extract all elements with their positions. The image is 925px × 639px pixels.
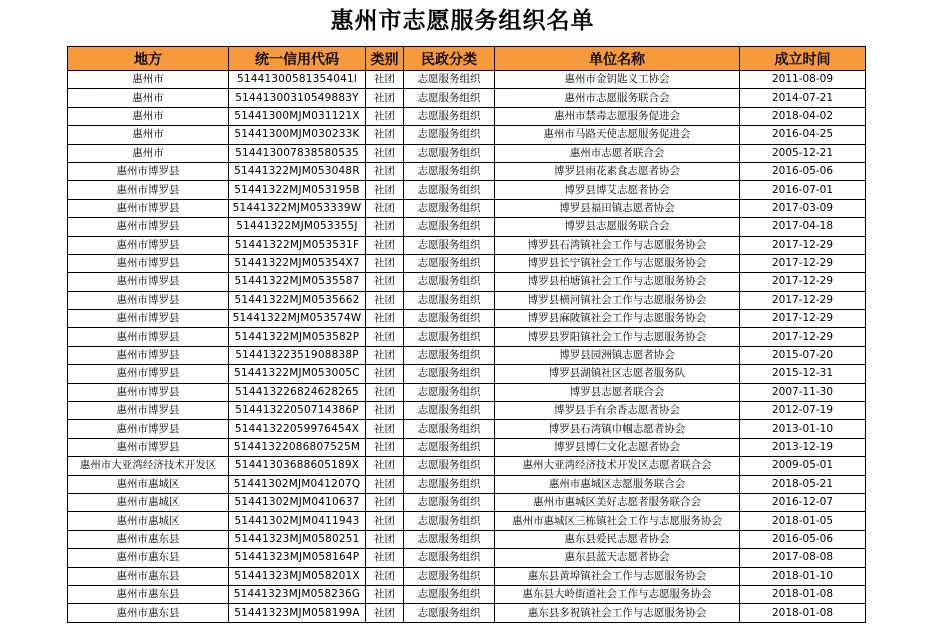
civil-class-cell: 志愿服务组织 xyxy=(404,254,495,272)
founded-date-cell: 2017-12-29 xyxy=(740,236,866,254)
civil-class-cell: 志愿服务组织 xyxy=(404,585,495,603)
org-name-cell: 博罗县博艾志愿者协会 xyxy=(495,181,740,199)
civil-class-cell: 志愿服务组织 xyxy=(404,402,495,420)
org-name-cell: 博罗县志愿服务联合会 xyxy=(495,218,740,236)
region-cell: 惠州市博罗县 xyxy=(68,438,229,456)
org-name-cell: 博罗县福田镇志愿者协会 xyxy=(495,199,740,217)
founded-date-cell: 2018-01-10 xyxy=(740,567,866,585)
table-row xyxy=(68,310,866,328)
credit-code-cell: 51441322MJM053339W xyxy=(229,199,366,217)
org-name-cell: 博罗县湖镇社区志愿者服务队 xyxy=(495,365,740,383)
region-cell: 惠州市 xyxy=(68,71,229,89)
civil-class-cell: 志愿服务组织 xyxy=(404,549,495,567)
civil-class-cell: 志愿服务组织 xyxy=(404,107,495,125)
founded-date-cell: 2017-12-29 xyxy=(740,254,866,272)
civil-class-cell: 志愿服务组织 xyxy=(404,365,495,383)
org-name-cell: 博罗县手有余香志愿者协会 xyxy=(495,402,740,420)
region-cell: 惠州市惠东县 xyxy=(68,604,229,622)
table-row xyxy=(68,89,866,107)
region-cell: 惠州市惠城区 xyxy=(68,512,229,530)
category-cell: 社团 xyxy=(366,218,404,236)
category-cell: 社团 xyxy=(366,475,404,493)
category-cell: 社团 xyxy=(366,199,404,217)
credit-code-cell: 51441322MJM053048R xyxy=(229,162,366,180)
region-cell: 惠州市大亚湾经济技术开发区 xyxy=(68,457,229,475)
credit-code-cell: 51441322050714386P xyxy=(229,402,366,420)
table-row xyxy=(68,475,866,493)
founded-date-header: 成立时间 xyxy=(740,47,866,71)
region-cell: 惠州市惠东县 xyxy=(68,585,229,603)
table-row xyxy=(68,107,866,125)
organization-table xyxy=(67,46,866,623)
credit-code-cell: 51441302MJM0411943 xyxy=(229,512,366,530)
category-cell: 社团 xyxy=(366,346,404,364)
region-cell: 惠州市博罗县 xyxy=(68,420,229,438)
category-cell: 社团 xyxy=(366,107,404,125)
civil-class-cell: 志愿服务组织 xyxy=(404,328,495,346)
org-name-cell: 惠东县爱民志愿者协会 xyxy=(495,530,740,548)
founded-date-cell: 2016-05-06 xyxy=(740,162,866,180)
founded-date-cell: 2017-12-29 xyxy=(740,291,866,309)
civil-class-cell: 志愿服务组织 xyxy=(404,604,495,622)
category-cell: 社团 xyxy=(366,273,404,291)
credit-code-cell: 51441300MJM030233K xyxy=(229,126,366,144)
table-row xyxy=(68,457,866,475)
credit-code-cell: 514413226824628265 xyxy=(229,383,366,401)
org-name-cell: 博罗县柏塘镇社会工作与志愿服务协会 xyxy=(495,273,740,291)
category-cell: 社团 xyxy=(366,71,404,89)
region-cell: 惠州市惠城区 xyxy=(68,493,229,511)
founded-date-cell: 2014-07-21 xyxy=(740,89,866,107)
founded-date-cell: 2016-04-25 xyxy=(740,126,866,144)
civil-class-cell: 志愿服务组织 xyxy=(404,181,495,199)
table-row xyxy=(68,530,866,548)
credit-code-cell: 51441323MJM0580251 xyxy=(229,530,366,548)
category-cell: 社团 xyxy=(366,365,404,383)
org-name-cell: 惠州市惠城区美好志愿者服务联合会 xyxy=(495,493,740,511)
region-cell: 惠州市惠东县 xyxy=(68,549,229,567)
table-row xyxy=(68,512,866,530)
civil-class-cell: 志愿服务组织 xyxy=(404,530,495,548)
org-name-cell: 惠州市金钥匙义工协会 xyxy=(495,71,740,89)
table-row xyxy=(68,549,866,567)
category-cell: 社团 xyxy=(366,549,404,567)
category-cell: 社团 xyxy=(366,162,404,180)
org-name-cell: 博罗县园洲镇志愿者协会 xyxy=(495,346,740,364)
founded-date-cell: 2017-04-18 xyxy=(740,218,866,236)
region-cell: 惠州市 xyxy=(68,144,229,162)
credit-code-cell: 51441323MJM058201X xyxy=(229,567,366,585)
org-name-cell: 博罗县石湾镇社会工作与志愿服务协会 xyxy=(495,236,740,254)
region-cell: 惠州市博罗县 xyxy=(68,365,229,383)
category-cell: 社团 xyxy=(366,291,404,309)
category-cell: 社团 xyxy=(366,89,404,107)
region-cell: 惠州市博罗县 xyxy=(68,310,229,328)
org-name-cell: 惠州市惠城区三栋镇社会工作与志愿服务协会 xyxy=(495,512,740,530)
table-row xyxy=(68,236,866,254)
category-cell: 社团 xyxy=(366,236,404,254)
founded-date-cell: 2015-12-31 xyxy=(740,365,866,383)
table-row xyxy=(68,493,866,511)
civil-class-cell: 志愿服务组织 xyxy=(404,310,495,328)
region-cell: 惠州市博罗县 xyxy=(68,162,229,180)
category-cell: 社团 xyxy=(366,530,404,548)
category-cell: 社团 xyxy=(366,457,404,475)
table-row xyxy=(68,254,866,272)
org-name-cell: 博罗县罗阳镇社会工作与志愿服务协会 xyxy=(495,328,740,346)
category-cell: 社团 xyxy=(366,493,404,511)
org-name-cell: 博罗县雨花素食志愿者协会 xyxy=(495,162,740,180)
credit-code-cell: 51441300MJM031121X xyxy=(229,107,366,125)
civil-class-cell: 志愿服务组织 xyxy=(404,438,495,456)
credit-code-cell: 51441322086807525M xyxy=(229,438,366,456)
table-row xyxy=(68,71,866,89)
credit-code-cell: 51441322MJM0535587 xyxy=(229,273,366,291)
region-cell: 惠州市博罗县 xyxy=(68,328,229,346)
founded-date-cell: 2018-04-02 xyxy=(740,107,866,125)
founded-date-cell: 2011-08-09 xyxy=(740,71,866,89)
region-cell: 惠州市博罗县 xyxy=(68,181,229,199)
table-row xyxy=(68,273,866,291)
credit-code-cell: 51441302MJM041207Q xyxy=(229,475,366,493)
org-name-cell: 博罗县横河镇社会工作与志愿服务协会 xyxy=(495,291,740,309)
org-name-cell: 博罗县长宁镇社会工作与志愿服务协会 xyxy=(495,254,740,272)
category-cell: 社团 xyxy=(366,310,404,328)
civil-class-cell: 志愿服务组织 xyxy=(404,236,495,254)
credit-code-cell: 51441322MJM05354X7 xyxy=(229,254,366,272)
category-cell: 社团 xyxy=(366,144,404,162)
civil-class-cell: 志愿服务组织 xyxy=(404,126,495,144)
org-name-cell: 惠州市志愿服务联合会 xyxy=(495,89,740,107)
credit-code-cell: 51441302MJM0410637 xyxy=(229,493,366,511)
org-name-cell: 惠州市惠城区志愿服务联合会 xyxy=(495,475,740,493)
org-name-cell: 惠州大亚湾经济技术开发区志愿者联合会 xyxy=(495,457,740,475)
org-name-cell: 博罗县志愿者联合会 xyxy=(495,383,740,401)
civil-class-cell: 志愿服务组织 xyxy=(404,346,495,364)
credit-code-cell: 51441303688605189X xyxy=(229,457,366,475)
credit-code-cell: 51441322351908838P xyxy=(229,346,366,364)
credit-code-cell: 51441322MJM053574W xyxy=(229,310,366,328)
category-cell: 社团 xyxy=(366,512,404,530)
table-header-row xyxy=(68,47,866,71)
region-cell: 惠州市博罗县 xyxy=(68,346,229,364)
founded-date-cell: 2018-05-21 xyxy=(740,475,866,493)
credit-code-cell: 51441322059976454X xyxy=(229,420,366,438)
category-header: 类别 xyxy=(366,47,404,71)
region-cell: 惠州市 xyxy=(68,89,229,107)
table-row xyxy=(68,126,866,144)
org-name-cell: 惠东县黄埠镇社会工作与志愿服务协会 xyxy=(495,567,740,585)
founded-date-cell: 2013-01-10 xyxy=(740,420,866,438)
credit-code-cell: 51441322MJM053531F xyxy=(229,236,366,254)
civil-class-cell: 志愿服务组织 xyxy=(404,71,495,89)
founded-date-cell: 2013-12-19 xyxy=(740,438,866,456)
civil-class-cell: 志愿服务组织 xyxy=(404,493,495,511)
founded-date-cell: 2005-12-21 xyxy=(740,144,866,162)
region-cell: 惠州市惠东县 xyxy=(68,530,229,548)
region-cell: 惠州市博罗县 xyxy=(68,199,229,217)
civil-class-cell: 志愿服务组织 xyxy=(404,218,495,236)
civil-class-cell: 志愿服务组织 xyxy=(404,420,495,438)
region-cell: 惠州市 xyxy=(68,126,229,144)
credit-code-cell: 51441300581354041l xyxy=(229,71,366,89)
region-cell: 惠州市博罗县 xyxy=(68,236,229,254)
category-cell: 社团 xyxy=(366,328,404,346)
region-cell: 惠州市惠城区 xyxy=(68,475,229,493)
table-row xyxy=(68,144,866,162)
founded-date-cell: 2018-01-08 xyxy=(740,585,866,603)
table-row xyxy=(68,402,866,420)
category-cell: 社团 xyxy=(366,585,404,603)
org-name-cell: 博罗县麻陂镇社会工作与志愿服务协会 xyxy=(495,310,740,328)
table-row xyxy=(68,346,866,364)
category-cell: 社团 xyxy=(366,181,404,199)
founded-date-cell: 2017-12-29 xyxy=(740,273,866,291)
category-cell: 社团 xyxy=(366,420,404,438)
table-row xyxy=(68,585,866,603)
table-row xyxy=(68,438,866,456)
table-row xyxy=(68,604,866,622)
org-name-cell: 惠州市志愿者联合会 xyxy=(495,144,740,162)
civil-class-cell: 志愿服务组织 xyxy=(404,89,495,107)
table-row xyxy=(68,291,866,309)
founded-date-cell: 2015-07-20 xyxy=(740,346,866,364)
region-cell: 惠州市 xyxy=(68,107,229,125)
founded-date-cell: 2016-07-01 xyxy=(740,181,866,199)
civil-class-cell: 志愿服务组织 xyxy=(404,475,495,493)
founded-date-cell: 2017-03-09 xyxy=(740,199,866,217)
table-row xyxy=(68,162,866,180)
credit-code-cell: 51441323MJM058236G xyxy=(229,585,366,603)
credit-code-cell: 51441323MJM058199A xyxy=(229,604,366,622)
table-row xyxy=(68,365,866,383)
civil-class-cell: 志愿服务组织 xyxy=(404,512,495,530)
category-cell: 社团 xyxy=(366,383,404,401)
civil-class-cell: 志愿服务组织 xyxy=(404,383,495,401)
category-cell: 社团 xyxy=(366,126,404,144)
table-row xyxy=(68,218,866,236)
table-row xyxy=(68,383,866,401)
org-name-cell: 惠州市禁毒志愿服务促进会 xyxy=(495,107,740,125)
table-row xyxy=(68,199,866,217)
category-cell: 社团 xyxy=(366,604,404,622)
civil-class-cell: 志愿服务组织 xyxy=(404,144,495,162)
founded-date-cell: 2017-12-29 xyxy=(740,310,866,328)
founded-date-cell: 2017-08-08 xyxy=(740,549,866,567)
region-cell: 惠州市博罗县 xyxy=(68,254,229,272)
civil-class-cell: 志愿服务组织 xyxy=(404,457,495,475)
founded-date-cell: 2007-11-30 xyxy=(740,383,866,401)
credit-code-cell: 51441322MJM0535662 xyxy=(229,291,366,309)
civil-class-header: 民政分类 xyxy=(404,47,495,71)
credit-code-cell: 51441300310549883Y xyxy=(229,89,366,107)
region-header: 地方 xyxy=(68,47,229,71)
org-name-cell: 博罗县博仁文化志愿者协会 xyxy=(495,438,740,456)
founded-date-cell: 2012-07-19 xyxy=(740,402,866,420)
civil-class-cell: 志愿服务组织 xyxy=(404,273,495,291)
category-cell: 社团 xyxy=(366,438,404,456)
credit-code-cell: 514413007838580535 xyxy=(229,144,366,162)
region-cell: 惠州市博罗县 xyxy=(68,291,229,309)
region-cell: 惠州市博罗县 xyxy=(68,402,229,420)
table-body xyxy=(68,71,866,623)
table-row xyxy=(68,567,866,585)
org-name-cell: 惠东县蓝天志愿者协会 xyxy=(495,549,740,567)
credit-code-cell: 51441322MJM053195B xyxy=(229,181,366,199)
org-name-cell: 博罗县石湾镇巾帼志愿者协会 xyxy=(495,420,740,438)
civil-class-cell: 志愿服务组织 xyxy=(404,162,495,180)
credit-code-cell: 51441322MJM053005C xyxy=(229,365,366,383)
region-cell: 惠州市博罗县 xyxy=(68,218,229,236)
founded-date-cell: 2016-12-07 xyxy=(740,493,866,511)
category-cell: 社团 xyxy=(366,402,404,420)
civil-class-cell: 志愿服务组织 xyxy=(404,199,495,217)
founded-date-cell: 2018-01-08 xyxy=(740,604,866,622)
credit-code-cell: 51441322MJM053582P xyxy=(229,328,366,346)
region-cell: 惠州市惠东县 xyxy=(68,567,229,585)
org-name-cell: 惠州市马路天使志愿服务促进会 xyxy=(495,126,740,144)
civil-class-cell: 志愿服务组织 xyxy=(404,567,495,585)
org-name-cell: 惠东县多祝镇社会工作与志愿服务协会 xyxy=(495,604,740,622)
table-row xyxy=(68,420,866,438)
founded-date-cell: 2018-01-05 xyxy=(740,512,866,530)
credit-code-cell: 51441323MJM058164P xyxy=(229,549,366,567)
credit-code-cell: 51441322MJM053355J xyxy=(229,218,366,236)
org-name-header: 单位名称 xyxy=(495,47,740,71)
founded-date-cell: 2009-05-01 xyxy=(740,457,866,475)
category-cell: 社团 xyxy=(366,567,404,585)
founded-date-cell: 2016-05-06 xyxy=(740,530,866,548)
table-row xyxy=(68,181,866,199)
category-cell: 社团 xyxy=(366,254,404,272)
region-cell: 惠州市博罗县 xyxy=(68,383,229,401)
founded-date-cell: 2017-12-29 xyxy=(740,328,866,346)
table-row xyxy=(68,328,866,346)
region-cell: 惠州市博罗县 xyxy=(68,273,229,291)
credit-code-header: 统一信用代码 xyxy=(229,47,366,71)
civil-class-cell: 志愿服务组织 xyxy=(404,291,495,309)
org-name-cell: 惠东县大岭街道社会工作与志愿服务协会 xyxy=(495,585,740,603)
page-title: 惠州市志愿服务组织名单 xyxy=(330,8,595,34)
